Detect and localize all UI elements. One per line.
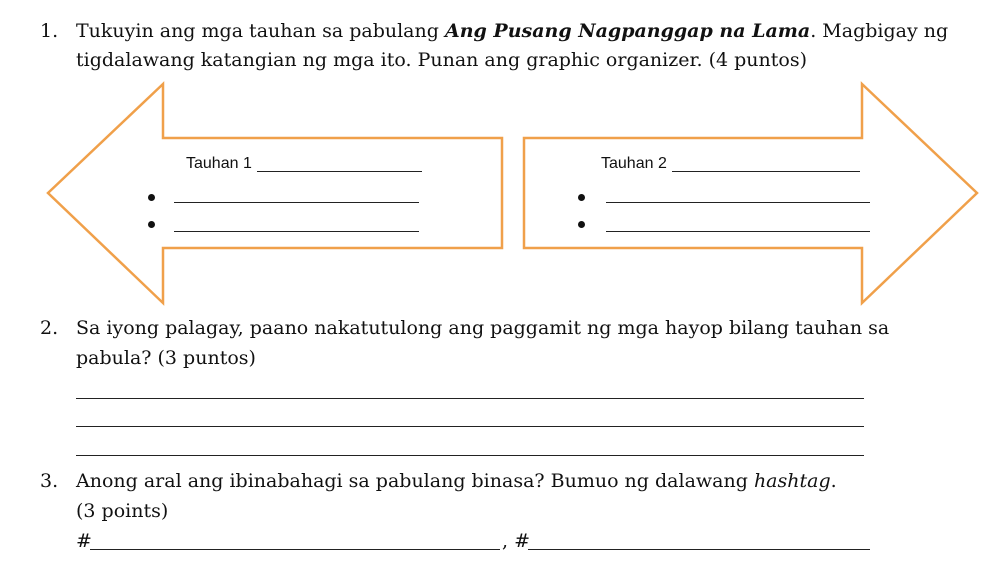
tauhan-1-trait-1-blank[interactable] bbox=[174, 202, 419, 203]
tauhan-1-name-blank[interactable] bbox=[257, 171, 422, 172]
question-1-text-post: . Magbigay ng bbox=[810, 20, 949, 42]
question-3-line-1 bbox=[76, 466, 837, 496]
question-1-text-pre: Tukuyin ang mga tauhan sa pabulang bbox=[76, 20, 445, 42]
tauhan-1-label: Tauhan 1 bbox=[186, 155, 252, 172]
hashtag-1-symbol: # bbox=[76, 530, 92, 552]
tauhan-2-bullet-1 bbox=[578, 194, 585, 201]
tauhan-1-bullet-2 bbox=[148, 221, 155, 228]
hashtag-2-blank[interactable] bbox=[528, 549, 870, 550]
tauhan-2-bullet-2 bbox=[578, 221, 585, 228]
question-1-line-2: tigdalawang katangian ng mga ito. Punan ang graphic organizer. (4 puntos) bbox=[76, 49, 807, 71]
hashtag-separator: , # bbox=[502, 530, 530, 552]
tauhan-1-trait-2-blank[interactable] bbox=[174, 231, 419, 232]
hashtag-1-blank[interactable] bbox=[90, 549, 500, 550]
question-3-hashtag-word: hashtag bbox=[753, 470, 831, 492]
fable-title: Ang Pusang Nagpanggap na Lama bbox=[444, 20, 811, 42]
tauhan-2-trait-1-blank[interactable] bbox=[606, 202, 870, 203]
tauhan-2-trait-2-blank[interactable] bbox=[606, 231, 870, 232]
answer-2-line-3[interactable] bbox=[76, 455, 864, 456]
question-3-text-post: . bbox=[830, 470, 837, 492]
left-arrow-shape bbox=[48, 84, 502, 303]
tauhan-2-name-blank[interactable] bbox=[672, 171, 860, 172]
question-3-line-2: (3 points) bbox=[76, 500, 169, 522]
tauhan-2-label: Tauhan 2 bbox=[601, 155, 667, 172]
question-2-line-2: pabula? (3 puntos) bbox=[76, 347, 256, 369]
answer-2-line-2[interactable] bbox=[76, 426, 864, 427]
question-3-number: 3. bbox=[40, 470, 59, 492]
right-arrow-shape bbox=[524, 84, 977, 303]
tauhan-1-bullet-1 bbox=[148, 194, 155, 201]
question-3-text-pre: Anong aral ang ibinabahagi sa pabulang binasa? Bumuo ng dalawang bbox=[76, 470, 754, 492]
question-1-number: 1. bbox=[40, 20, 59, 42]
question-2-number: 2. bbox=[40, 317, 59, 339]
question-2-line-1: Sa iyong palagay, paano nakatutulong ang paggamit ng mga hayop bilang tauhan sa bbox=[76, 317, 890, 339]
answer-2-line-1[interactable] bbox=[76, 398, 864, 399]
